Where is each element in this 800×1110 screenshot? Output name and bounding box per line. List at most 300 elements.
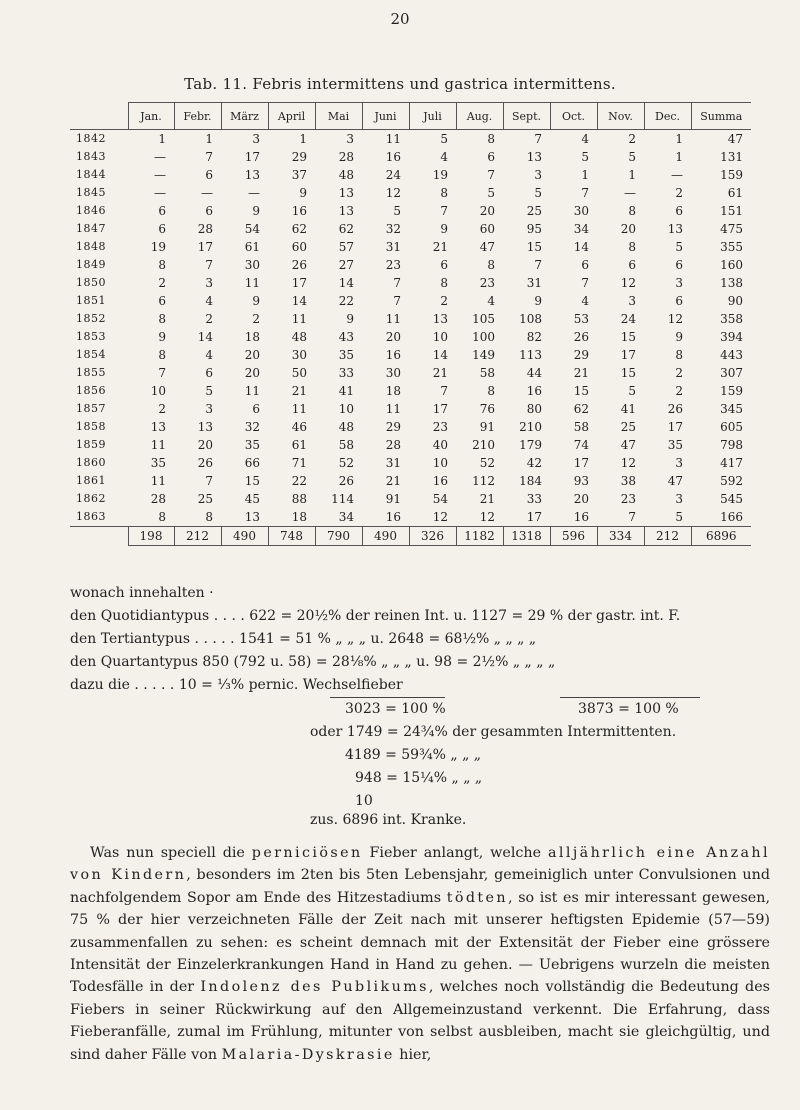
column-header: März bbox=[221, 103, 268, 130]
table-cell: 32 bbox=[244, 420, 260, 434]
year-cell: 1862 bbox=[76, 492, 106, 505]
table-cell: 8 bbox=[158, 348, 166, 362]
table-cell: 28 bbox=[338, 150, 354, 164]
table-cell: 52 bbox=[338, 456, 354, 470]
table-cell: 21 bbox=[479, 492, 495, 506]
oder-line: 10 bbox=[355, 793, 373, 809]
summary-intro: wonach innehalten · bbox=[70, 585, 214, 601]
table-cell: 5 bbox=[487, 186, 495, 200]
table-cell: 131 bbox=[720, 150, 743, 164]
table-cell: 8 bbox=[628, 240, 636, 254]
table-cell: 6 bbox=[675, 258, 683, 272]
table-cell: 17 bbox=[244, 150, 260, 164]
table-cell: 19 bbox=[432, 168, 448, 182]
table-cell: 5 bbox=[581, 150, 589, 164]
table-cell: 210 bbox=[519, 420, 542, 434]
table-cell: 210 bbox=[472, 438, 495, 452]
year-cell: 1857 bbox=[76, 402, 106, 415]
table-cell: 2 bbox=[205, 312, 213, 326]
year-cell: 1853 bbox=[76, 330, 106, 343]
table-cell: 45 bbox=[244, 492, 260, 506]
total-cell: 198 bbox=[128, 527, 174, 546]
table-cell: 7 bbox=[534, 132, 542, 146]
sum-rule bbox=[560, 697, 700, 698]
table-cell: 15 bbox=[244, 474, 260, 488]
table-cell: 14 bbox=[291, 294, 307, 308]
table-cell: 6 bbox=[158, 222, 166, 236]
table-cell: 8 bbox=[174, 508, 221, 527]
table-cell: 31 bbox=[385, 456, 401, 470]
table-cell: 105 bbox=[472, 312, 495, 326]
table-cell: 6 bbox=[158, 294, 166, 308]
table-row bbox=[70, 508, 751, 527]
table-cell: 37 bbox=[291, 168, 307, 182]
table-cell: 159 bbox=[720, 168, 743, 182]
table-cell: 35 bbox=[667, 438, 683, 452]
table-cell: 14 bbox=[573, 240, 589, 254]
table-cell: 1 bbox=[675, 150, 683, 164]
table-cell: 82 bbox=[526, 330, 542, 344]
table-cell: 13 bbox=[150, 420, 166, 434]
table-cell: — bbox=[671, 168, 683, 182]
table-body bbox=[70, 130, 751, 546]
table-cell: 2 bbox=[675, 186, 683, 200]
table-cell: 31 bbox=[526, 276, 542, 290]
table-cell: 345 bbox=[720, 402, 743, 416]
table-cell: 114 bbox=[331, 492, 354, 506]
table-cell: 19 bbox=[150, 240, 166, 254]
table-cell: 10 bbox=[150, 384, 166, 398]
table-cell: 8 bbox=[487, 258, 495, 272]
table-cell: 61 bbox=[727, 186, 743, 200]
table-cell: 7 bbox=[205, 474, 213, 488]
table-cell: 7 bbox=[581, 186, 589, 200]
year-cell: 1863 bbox=[70, 508, 128, 527]
table-cell: 33 bbox=[338, 366, 354, 380]
table-cell: 18 bbox=[268, 508, 315, 527]
table-cell: 7 bbox=[205, 258, 213, 272]
table-cell: 11 bbox=[385, 312, 401, 326]
table-cell: 41 bbox=[338, 384, 354, 398]
oder-line: oder 1749 = 24¾% der gesammten Intermittenten. bbox=[310, 724, 677, 740]
table-cell: 3 bbox=[252, 132, 260, 146]
table-cell: 4 bbox=[581, 294, 589, 308]
column-header: Jan. bbox=[128, 103, 174, 130]
column-header: Sept. bbox=[503, 103, 550, 130]
table-cell: 5 bbox=[534, 186, 542, 200]
table-cell: — bbox=[154, 186, 166, 200]
table-cell: 7 bbox=[440, 204, 448, 218]
table-cell: 25 bbox=[526, 204, 542, 218]
table-cell: 62 bbox=[291, 222, 307, 236]
table-cell: 394 bbox=[720, 330, 743, 344]
column-header: Oct. bbox=[550, 103, 597, 130]
table-cell: 35 bbox=[338, 348, 354, 362]
total-cell: 748 bbox=[268, 527, 315, 546]
table-cell: 5 bbox=[675, 240, 683, 254]
year-cell: 1850 bbox=[76, 276, 106, 289]
table-cell: 592 bbox=[720, 474, 743, 488]
table-cell: 28 bbox=[150, 492, 166, 506]
table-cell: 38 bbox=[620, 474, 636, 488]
table-cell: 48 bbox=[291, 330, 307, 344]
table-cell: 1 bbox=[205, 132, 213, 146]
table-cell: 9 bbox=[252, 204, 260, 218]
table-cell: 7 bbox=[158, 366, 166, 380]
year-cell: 1846 bbox=[76, 204, 106, 217]
table-cell: 60 bbox=[479, 222, 495, 236]
year-cell: 1856 bbox=[76, 384, 106, 397]
table-cell: 16 bbox=[432, 474, 448, 488]
table-cell: 29 bbox=[291, 150, 307, 164]
year-cell: 1851 bbox=[76, 294, 106, 307]
table-row bbox=[70, 292, 751, 310]
table-cell: 358 bbox=[720, 312, 743, 326]
table-cell: 2 bbox=[252, 312, 260, 326]
body-paragraph: Was nun speciell die perniciösen Fieber anlangt, welche alljährlich eine Anzahl von Kindern, besonders im 2ten bis 5ten Lebensjahr, gemeiniglich unter Convulsionen und nachfolgendem Sopor am Ende des Hitzestadiums tödten, so ist es mir interessant gewesen, 75 % der hier verzeichneten Fälle der Zeit nach mit unserer heftigsten Epidemie (57—59) zusammenfallen zu sehen: es scheint demnach mit der Extensität der Fieber eine grössere Intensität der Einzelerkrankungen Hand in Hand zu gehen. — Uebrigens wurzeln die meisten Todesfälle in der Indolenz des Publikums, welches noch vollständig die Bedeutung des Fiebers in seiner Rückwirkung auf den Allgemeinzustand verkennt. Die Erfahrung, dass Fieberanfälle, zumal im Frühlung, mitunter von selbst ausbleiben, macht sie gleichgültig, und sind daher Fälle von Malaria-Dyskrasie hier, bbox=[70, 845, 771, 1063]
table-cell: 76 bbox=[479, 402, 495, 416]
table-cell: 48 bbox=[338, 420, 354, 434]
table-cell: 2 bbox=[675, 366, 683, 380]
table-cell: 46 bbox=[291, 420, 307, 434]
table-cell: 54 bbox=[432, 492, 448, 506]
table-cell: 7 bbox=[487, 168, 495, 182]
table-cell: 13 bbox=[338, 186, 354, 200]
year-cell: 1858 bbox=[76, 420, 106, 433]
table-cell: 16 bbox=[291, 204, 307, 218]
table-cell: 47 bbox=[479, 240, 495, 254]
table-cell: 61 bbox=[244, 240, 260, 254]
table-cell: 31 bbox=[385, 240, 401, 254]
table-cell: 13 bbox=[221, 508, 268, 527]
table-cell: 6 bbox=[252, 402, 260, 416]
table-cell: 21 bbox=[385, 474, 401, 488]
table-cell: 179 bbox=[519, 438, 542, 452]
table-row bbox=[70, 454, 751, 472]
table-row bbox=[70, 238, 751, 256]
table-row bbox=[70, 166, 751, 184]
table-cell: 160 bbox=[720, 258, 743, 272]
table-cell: 17 bbox=[573, 456, 589, 470]
table-cell: 1 bbox=[581, 168, 589, 182]
table-row bbox=[70, 364, 751, 382]
year-cell: 1859 bbox=[76, 438, 106, 451]
table-cell: 3 bbox=[534, 168, 542, 182]
column-header: Mai bbox=[315, 103, 362, 130]
table-cell: 3 bbox=[675, 456, 683, 470]
table-cell: 25 bbox=[620, 420, 636, 434]
table-cell: 3 bbox=[205, 402, 213, 416]
table-cell: 62 bbox=[338, 222, 354, 236]
table-cell: 12 bbox=[667, 312, 683, 326]
total-cell: 6896 bbox=[691, 527, 751, 546]
table-row bbox=[70, 418, 751, 436]
table-cell: 17 bbox=[667, 420, 683, 434]
table-cell: 11 bbox=[150, 474, 166, 488]
table-cell: 34 bbox=[573, 222, 589, 236]
table-cell: 138 bbox=[720, 276, 743, 290]
table-cell: 11 bbox=[291, 402, 307, 416]
table-cell: 52 bbox=[479, 456, 495, 470]
year-cell: 1855 bbox=[76, 366, 106, 379]
table-cell: 54 bbox=[244, 222, 260, 236]
table-row bbox=[70, 220, 751, 238]
table-cell: 20 bbox=[620, 222, 636, 236]
table-cell: 10 bbox=[432, 456, 448, 470]
table-cell: 13 bbox=[432, 312, 448, 326]
table-cell: 26 bbox=[197, 456, 213, 470]
table-cell: 475 bbox=[720, 222, 743, 236]
year-cell: 1852 bbox=[76, 312, 106, 325]
table-cell: 11 bbox=[244, 384, 260, 398]
table-cell: 16 bbox=[362, 508, 409, 527]
table-cell: 545 bbox=[720, 492, 743, 506]
table-cell: 5 bbox=[393, 204, 401, 218]
table-cell: — bbox=[248, 186, 260, 200]
table-cell: 95 bbox=[526, 222, 542, 236]
year-cell: 1861 bbox=[76, 474, 106, 487]
table-cell: 2 bbox=[675, 384, 683, 398]
table-cell: 17 bbox=[291, 276, 307, 290]
table-cell: 32 bbox=[385, 222, 401, 236]
table-cell: 33 bbox=[526, 492, 542, 506]
table-cell: 10 bbox=[338, 402, 354, 416]
table-row bbox=[70, 130, 751, 149]
table-cell: 58 bbox=[479, 366, 495, 380]
table-cell: 605 bbox=[720, 420, 743, 434]
table-cell: 40 bbox=[432, 438, 448, 452]
table-cell: 16 bbox=[526, 384, 542, 398]
table-cell: 5 bbox=[628, 150, 636, 164]
column-header: Juli bbox=[409, 103, 456, 130]
table-cell: 29 bbox=[385, 420, 401, 434]
year-cell: 1844 bbox=[76, 168, 106, 181]
table-row bbox=[70, 346, 751, 364]
table-row bbox=[70, 328, 751, 346]
table-cell: 5 bbox=[440, 132, 448, 146]
table-cell: 30 bbox=[291, 348, 307, 362]
column-header: Nov. bbox=[597, 103, 644, 130]
table-cell: 9 bbox=[440, 222, 448, 236]
table-caption: Tab. 11. Febris intermittens und gastrica intermittens. bbox=[184, 75, 616, 93]
table-cell: 21 bbox=[432, 366, 448, 380]
summary-line: den Tertiantypus . . . . . 1541 = 51 % „ „ „ u. 2648 = 68½% „ „ „ „ bbox=[70, 631, 537, 647]
table-cell: 23 bbox=[385, 258, 401, 272]
table-cell: 17 bbox=[432, 402, 448, 416]
table-cell: 8 bbox=[628, 204, 636, 218]
table-cell: 12 bbox=[620, 276, 636, 290]
table-cell: 7 bbox=[597, 508, 644, 527]
table-cell: 47 bbox=[620, 438, 636, 452]
table-cell: 149 bbox=[472, 348, 495, 362]
table-cell: — bbox=[624, 186, 636, 200]
table-cell: 10 bbox=[432, 330, 448, 344]
table-cell: 22 bbox=[338, 294, 354, 308]
table-cell: 28 bbox=[385, 438, 401, 452]
table-header-row bbox=[70, 103, 751, 130]
table-cell: 184 bbox=[519, 474, 542, 488]
table-cell: 9 bbox=[158, 330, 166, 344]
table-cell: 35 bbox=[244, 438, 260, 452]
table-cell: 23 bbox=[620, 492, 636, 506]
year-cell: 1848 bbox=[76, 240, 106, 253]
table-row bbox=[70, 472, 751, 490]
table-cell: 4 bbox=[440, 150, 448, 164]
column-header: Aug. bbox=[456, 103, 503, 130]
table-cell: 8 bbox=[487, 132, 495, 146]
table-cell: 355 bbox=[720, 240, 743, 254]
table-cell: 20 bbox=[244, 366, 260, 380]
table-cell: — bbox=[201, 186, 213, 200]
table-cell: 28 bbox=[197, 222, 213, 236]
table-cell: 15 bbox=[620, 330, 636, 344]
table-cell: 15 bbox=[526, 240, 542, 254]
table-cell: 61 bbox=[291, 438, 307, 452]
table-cell: 8 bbox=[158, 312, 166, 326]
table-cell: 21 bbox=[573, 366, 589, 380]
table-cell: 2 bbox=[440, 294, 448, 308]
table-cell: 151 bbox=[720, 204, 743, 218]
table-cell: 7 bbox=[205, 150, 213, 164]
table-row bbox=[70, 148, 751, 166]
table-cell: 12 bbox=[409, 508, 456, 527]
table-cell: 4 bbox=[205, 348, 213, 362]
table-cell: 80 bbox=[526, 402, 542, 416]
table-cell: 4 bbox=[205, 294, 213, 308]
table-cell: 6 bbox=[158, 204, 166, 218]
table-cell: 42 bbox=[526, 456, 542, 470]
table-cell: 1 bbox=[628, 168, 636, 182]
table-row bbox=[70, 184, 751, 202]
table-cell: 34 bbox=[315, 508, 362, 527]
table-row bbox=[70, 400, 751, 418]
table-cell: — bbox=[154, 150, 166, 164]
table-cell: 6 bbox=[675, 204, 683, 218]
table-cell: 25 bbox=[197, 492, 213, 506]
table-cell: 8 bbox=[158, 258, 166, 272]
total-line: 3023 = 100 % bbox=[345, 701, 446, 717]
table-cell: 11 bbox=[385, 132, 401, 146]
column-header: Dec. bbox=[644, 103, 691, 130]
table-cell: 11 bbox=[291, 312, 307, 326]
table-cell: 1 bbox=[675, 132, 683, 146]
total-cell: 334 bbox=[597, 527, 644, 546]
table-cell: 2 bbox=[158, 402, 166, 416]
table-cell: 14 bbox=[432, 348, 448, 362]
table-cell: 13 bbox=[197, 420, 213, 434]
table-cell: 9 bbox=[299, 186, 307, 200]
table-cell: 26 bbox=[291, 258, 307, 272]
table-cell: 12 bbox=[456, 508, 503, 527]
table-cell: 166 bbox=[691, 508, 751, 527]
table-row bbox=[70, 382, 751, 400]
table-cell: 91 bbox=[479, 420, 495, 434]
table-cell: 8 bbox=[128, 508, 174, 527]
year-cell: 1843 bbox=[76, 150, 106, 163]
table-cell: 60 bbox=[291, 240, 307, 254]
table-cell: 91 bbox=[385, 492, 401, 506]
table-cell: 58 bbox=[338, 438, 354, 452]
table-cell: 11 bbox=[385, 402, 401, 416]
table-cell: 16 bbox=[550, 508, 597, 527]
table-cell: 2 bbox=[628, 132, 636, 146]
table-cell: 4 bbox=[487, 294, 495, 308]
table-cell: 66 bbox=[244, 456, 260, 470]
table-cell: 43 bbox=[338, 330, 354, 344]
table-row bbox=[70, 256, 751, 274]
table-cell: 62 bbox=[573, 402, 589, 416]
table-cell: 16 bbox=[385, 150, 401, 164]
table-cell: 6 bbox=[440, 258, 448, 272]
table-cell: 12 bbox=[620, 456, 636, 470]
table-cell: 30 bbox=[244, 258, 260, 272]
table-cell: 20 bbox=[479, 204, 495, 218]
table-cell: 23 bbox=[432, 420, 448, 434]
table-cell: 41 bbox=[620, 402, 636, 416]
table-cell: 9 bbox=[252, 294, 260, 308]
column-header: Summa bbox=[691, 103, 751, 130]
table-row bbox=[70, 490, 751, 508]
total-line: 3873 = 100 % bbox=[578, 701, 679, 717]
table-cell: 8 bbox=[440, 186, 448, 200]
total-cell: 490 bbox=[221, 527, 268, 546]
table-cell: 17 bbox=[620, 348, 636, 362]
table-cell: 100 bbox=[472, 330, 495, 344]
summary-line: dazu die . . . . . 10 = ⅓% pernic. Wechselfieber bbox=[70, 677, 403, 693]
column-header bbox=[70, 103, 128, 130]
table-cell: 13 bbox=[338, 204, 354, 218]
table-cell: 108 bbox=[519, 312, 542, 326]
table-cell: 3 bbox=[205, 276, 213, 290]
table-cell: 48 bbox=[338, 168, 354, 182]
table-cell: 14 bbox=[197, 330, 213, 344]
table-cell: 27 bbox=[338, 258, 354, 272]
table-cell: 6 bbox=[581, 258, 589, 272]
table-cell: 50 bbox=[291, 366, 307, 380]
table-cell: 7 bbox=[440, 384, 448, 398]
table-cell: 13 bbox=[244, 168, 260, 182]
table-cell: 3 bbox=[628, 294, 636, 308]
total-cell: 1182 bbox=[456, 527, 503, 546]
total-cell: 212 bbox=[174, 527, 221, 546]
table-cell: 29 bbox=[573, 348, 589, 362]
table-cell: 13 bbox=[667, 222, 683, 236]
table-cell: 8 bbox=[675, 348, 683, 362]
table-cell: 20 bbox=[244, 348, 260, 362]
total-cell: 326 bbox=[409, 527, 456, 546]
total-cell: 790 bbox=[315, 527, 362, 546]
column-header: Febr. bbox=[174, 103, 221, 130]
table-cell: 47 bbox=[727, 132, 743, 146]
total-cell: 212 bbox=[644, 527, 691, 546]
table-cell: 57 bbox=[338, 240, 354, 254]
totals-spacer bbox=[70, 527, 128, 546]
table-row bbox=[70, 274, 751, 292]
table-cell: — bbox=[154, 168, 166, 182]
table-cell: 47 bbox=[667, 474, 683, 488]
table-cell: 15 bbox=[573, 384, 589, 398]
table-cell: 17 bbox=[197, 240, 213, 254]
table-cell: 14 bbox=[338, 276, 354, 290]
data-table bbox=[70, 102, 751, 546]
table-cell: 21 bbox=[291, 384, 307, 398]
table-cell: 26 bbox=[573, 330, 589, 344]
table-cell: 798 bbox=[720, 438, 743, 452]
table-cell: 71 bbox=[291, 456, 307, 470]
table-cell: 3 bbox=[675, 492, 683, 506]
table-cell: 7 bbox=[393, 294, 401, 308]
table-cell: 5 bbox=[644, 508, 691, 527]
